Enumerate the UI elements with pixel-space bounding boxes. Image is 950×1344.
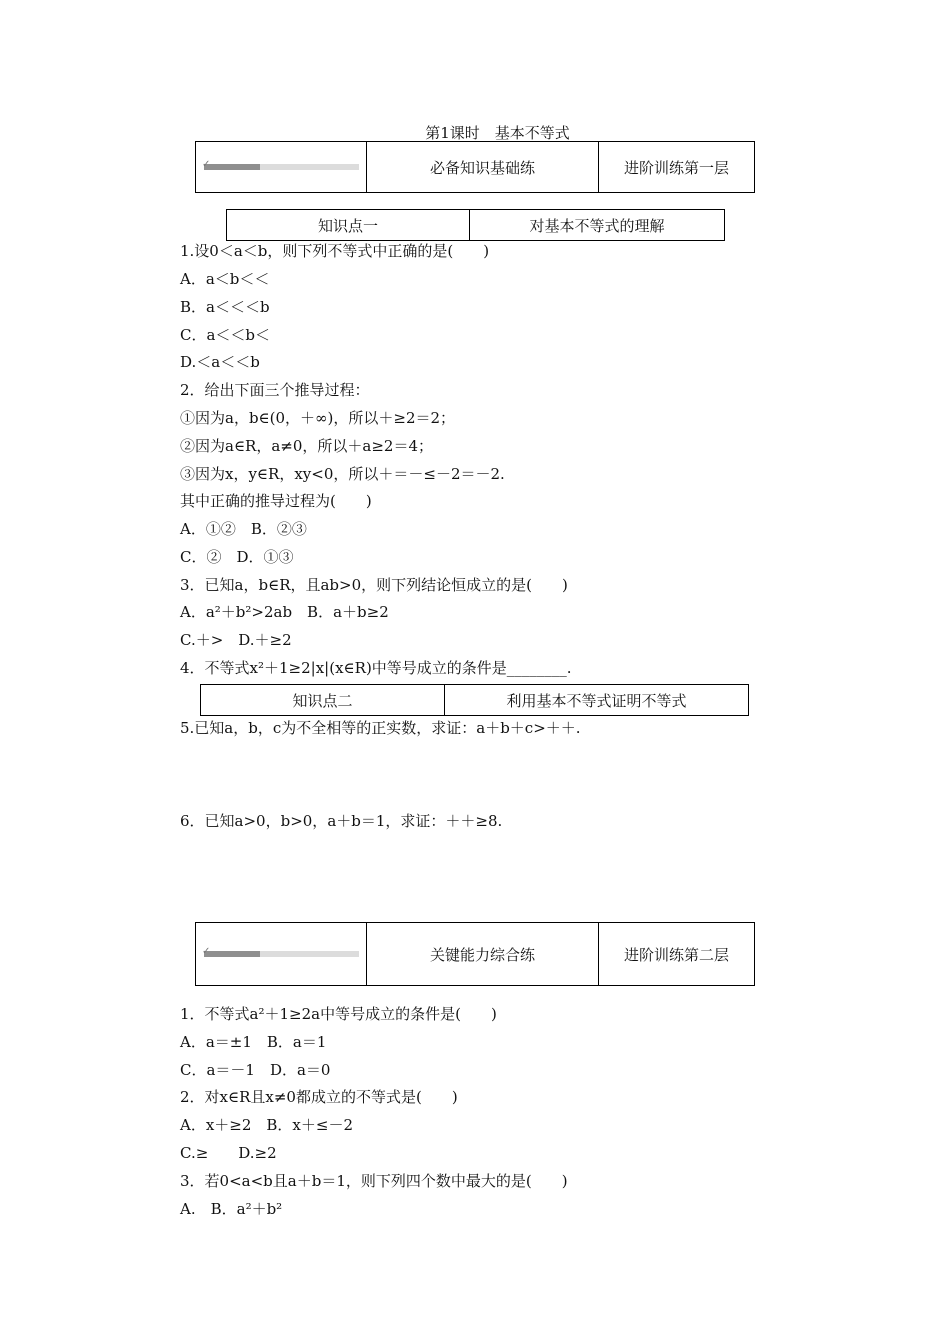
options-ab: A．a²＋b²>2ab B．a＋b≥2	[180, 603, 389, 621]
section-banner-basic	[195, 141, 755, 193]
banner-level: 进阶训练第一层	[598, 142, 754, 192]
question-ask: 其中正确的推导过程为( )	[180, 492, 372, 510]
option-d: D.＜a＜＜b	[180, 353, 260, 371]
options-ab: A．①② B．②③	[180, 520, 307, 538]
progress-cell	[196, 923, 366, 985]
question-stem: 1．不等式a²＋1≥2a中等号成立的条件是( )	[180, 1005, 497, 1023]
question-stem: 1.设0＜a＜b，则下列不等式中正确的是( )	[180, 242, 490, 260]
question-stem: 2．给出下面三个推导过程：	[180, 381, 370, 399]
page-title: 第1课时 基本不等式	[425, 124, 570, 142]
banner-level: 进阶训练第二层	[598, 923, 754, 985]
options-ab: A. B．a²＋b²	[180, 1200, 283, 1218]
knowledge-point-label: 知识点二	[201, 685, 445, 715]
section-banner-advanced	[195, 922, 755, 986]
options-cd: C．② D．①③	[180, 548, 294, 566]
derivation-1: ①因为a，b∈(0，＋∞)，所以＋≥2＝2；	[180, 409, 456, 427]
options-cd: C.≥ D.≥2	[180, 1144, 277, 1162]
progress-cell	[196, 142, 366, 192]
derivation-2: ②因为a∈R，a≠0，所以＋a≥2＝4；	[180, 437, 433, 455]
progress-bar-fill	[204, 951, 260, 957]
option-c: C．a＜＜b＜	[180, 326, 271, 344]
question-stem: 6．已知a>0，b>0，a＋b＝1，求证：＋＋≥8.	[180, 812, 503, 830]
question-stem: 3．若0<a<b且a＋b＝1，则下列四个数中最大的是( )	[180, 1172, 568, 1190]
progress-bar	[202, 159, 359, 170]
derivation-3: ③因为x，y∈R，xy<0，所以＋＝－≤－2＝－2.	[180, 465, 505, 483]
progress-bar-fill	[204, 164, 260, 170]
options-ab: A．a＝±1 B．a＝1	[180, 1033, 327, 1051]
check-icon: ✓	[202, 159, 211, 170]
question-stem: 3．已知a，b∈R，且ab>0，则下列结论恒成立的是( )	[180, 576, 568, 594]
knowledge-point-label: 知识点一	[227, 210, 470, 240]
options-cd: C.＋> D.＋≥2	[180, 631, 292, 649]
banner-title: 必备知识基础练	[366, 142, 598, 192]
progress-bar	[202, 946, 359, 957]
option-a: A．a＜b＜＜	[180, 270, 270, 288]
question-stem: 4．不等式x²＋1≥2|x|(x∈R)中等号成立的条件是________.	[180, 659, 572, 677]
option-b: B．a＜＜＜b	[180, 298, 270, 316]
options-cd: C．a＝－1 D．a＝0	[180, 1061, 331, 1079]
knowledge-point-topic: 利用基本不等式证明不等式	[506, 691, 687, 710]
question-stem: 2．对x∈R且x≠0都成立的不等式是( )	[180, 1088, 458, 1106]
knowledge-point-topic: 对基本不等式的理解	[529, 216, 665, 235]
knowledge-point-box	[200, 684, 749, 716]
question-stem: 5.已知a，b，c为不全相等的正实数，求证：a＋b＋c>＋＋.	[180, 719, 581, 737]
options-ab: A．x＋≥2 B．x＋≤－2	[180, 1116, 353, 1134]
banner-title: 关键能力综合练	[366, 923, 598, 985]
check-icon: ✓	[202, 946, 211, 957]
knowledge-point-box	[226, 209, 725, 241]
